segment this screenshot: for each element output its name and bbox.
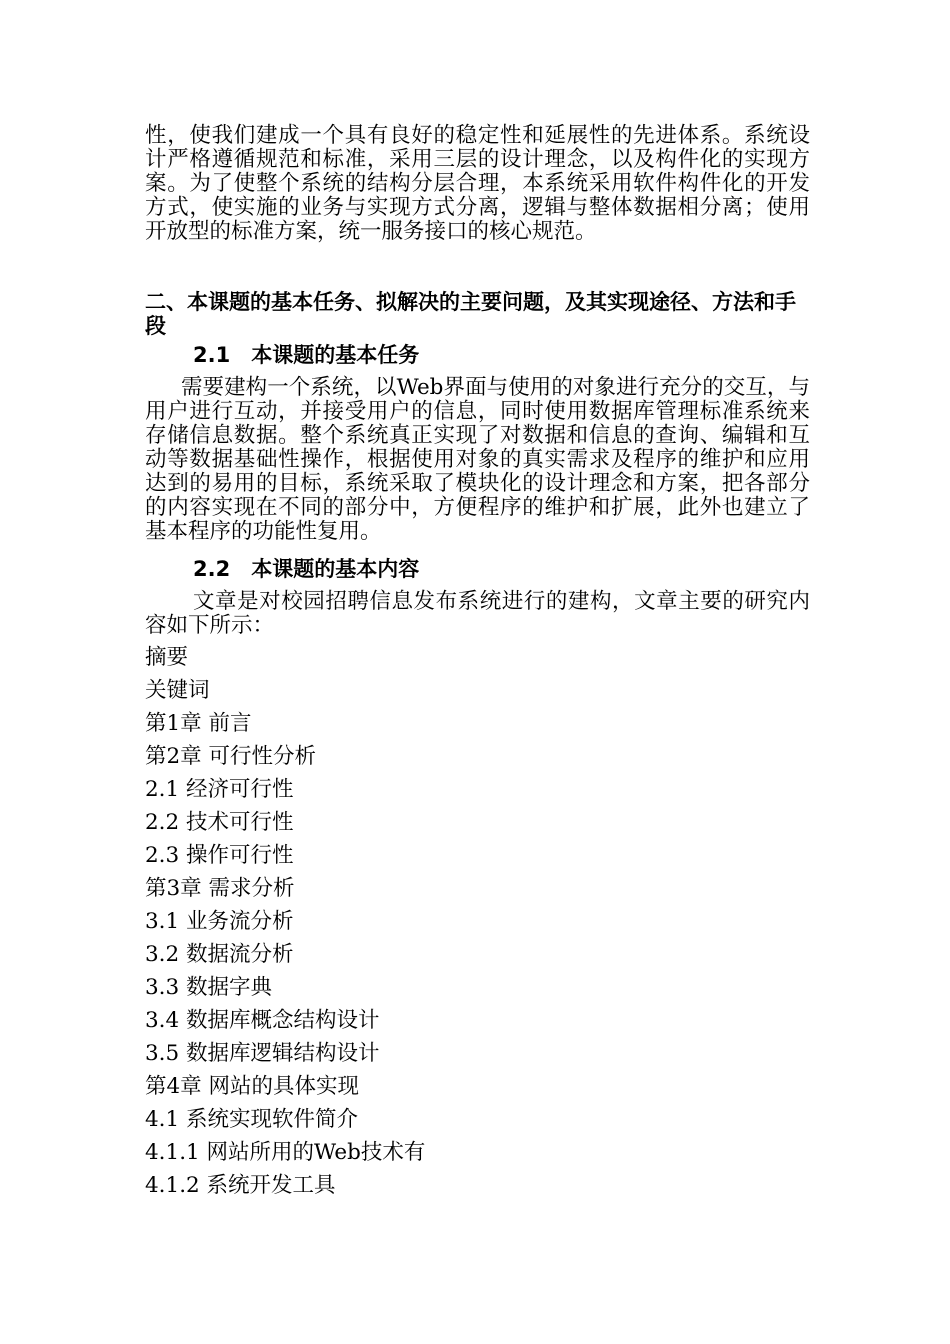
section-heading: 二、本课题的基本任务、拟解决的主要问题，及其实现途径、方法和手段 (145, 290, 796, 338)
toc-item-4-1-2: 4.1.2 系统开发工具 (145, 1173, 336, 1198)
subsection-2-1-heading: 2.1 本课题的基本任务 (193, 343, 420, 367)
toc-item-chapter-3: 第3章 需求分析 (145, 876, 295, 901)
toc-item-2-3: 2.3 操作可行性 (145, 843, 294, 868)
toc-item-4-1-1: 4.1.1 网站所用的Web技术有 (145, 1140, 426, 1165)
paragraph-2-2: 文章是对校园招聘信息发布系统进行的建构，文章主要的研究内容如下所示： (145, 589, 810, 638)
subsection-2-2-heading: 2.2 本课题的基本内容 (193, 557, 420, 581)
toc-item-chapter-4: 第4章 网站的具体实现 (145, 1074, 360, 1099)
toc-item-3-2: 3.2 数据流分析 (145, 942, 294, 967)
toc-item-2-2: 2.2 技术可行性 (145, 810, 294, 835)
toc-item-3-3: 3.3 数据字典 (145, 975, 273, 1000)
toc-item-2-1: 2.1 经济可行性 (145, 777, 294, 802)
toc-item-chapter-2: 第2章 可行性分析 (145, 744, 317, 769)
toc-item-abstract: 摘要 (145, 645, 189, 670)
toc-item-3-4: 3.4 数据库概念结构设计 (145, 1008, 380, 1033)
toc-item-4-1: 4.1 系统实现软件简介 (145, 1107, 359, 1132)
toc-item-chapter-1: 第1章 前言 (145, 711, 252, 736)
intro-paragraph: 性，使我们建成一个具有良好的稳定性和延展性的先进体系。系统设计严格遵循规范和标准，采用三层的设计理念，以及构件化的实现方案。为了使整个系统的结构分层合理，本系统采用软件构件化的开发方式，使实施的业务与实现方式分离，逻辑与整体数据相分离；使用开放型的标准方案，统一服务接口的核心规范。 (145, 123, 810, 244)
toc-item-3-1: 3.1 业务流分析 (145, 909, 294, 934)
toc-item-3-5: 3.5 数据库逻辑结构设计 (145, 1041, 380, 1066)
paragraph-2-1: 需要建构一个系统，以Web界面与使用的对象进行充分的交互，与用户进行互动，并接受用户的信息，同时使用数据库管理标准系统来存储信息数据。整个系统真正实现了对数据和信息的查询、编辑和互动等数据基础性操作，根据使用对象的真实需求及程序的维护和应用达到的易用的目标，系统采取了模块化的设计理念和方案，把各部分的内容实现在不同的部分中，方便程序的维护和扩展，此外也建立了基本程序的功能性复用。 (145, 375, 810, 544)
toc-item-keywords: 关键词 (145, 678, 210, 703)
